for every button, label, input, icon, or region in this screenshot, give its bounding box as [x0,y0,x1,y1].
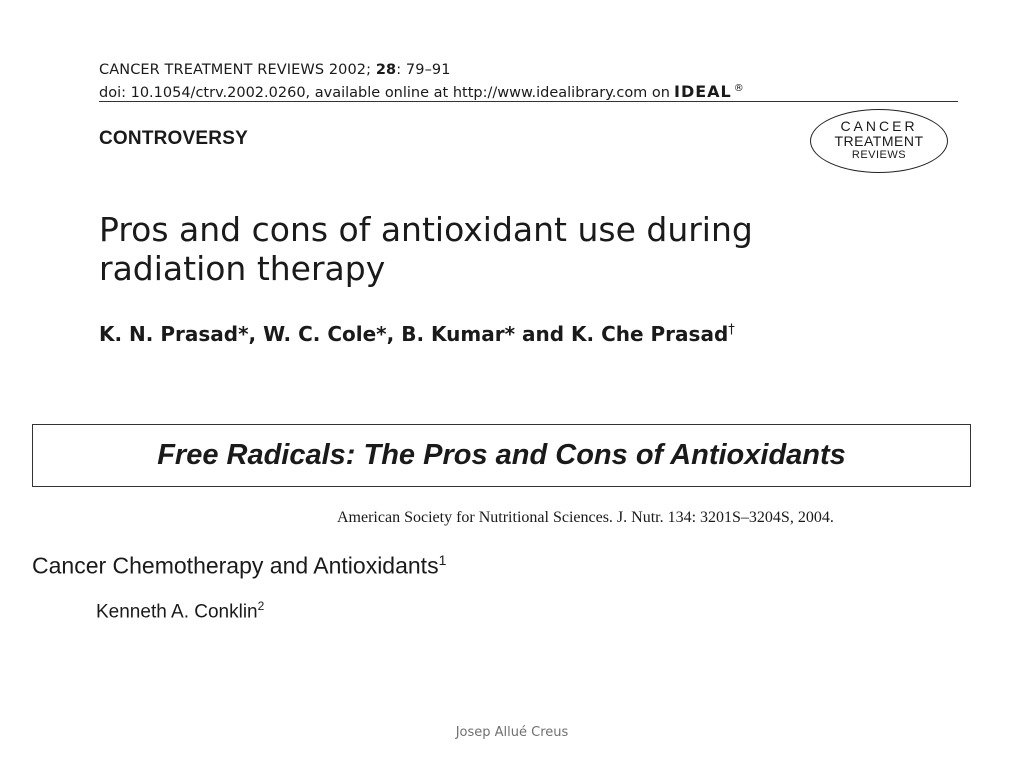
article1-title [99,210,753,288]
registered-mark: ® [733,82,745,94]
article2-author [96,599,264,623]
article1-author-list: K. N. Prasad*, W. C. Cole*, B. Kumar* and K. Che Prasad [99,322,729,346]
ideal-logo-text: IDEAL [673,82,732,101]
journal-volume: 28 [375,62,397,78]
footnote-mark-1: 1 [438,552,447,568]
doi-line [99,82,745,101]
journal-pages: : 79–91 [396,62,451,78]
journal-logo-line2: TREATMENT [834,133,924,149]
article2-author-name: Kenneth A. Conklin [96,601,258,623]
ideal-logo [674,82,745,101]
article1-title-line1: Pros and cons of antioxidant use during [99,210,753,249]
footnote-mark-2: 2 [257,599,265,613]
journal-logo [810,109,948,173]
section-label: CONTROVERSY [99,128,248,149]
journal-citation: American Society for Nutritional Sciences. J. Nutr. 134: 3201S–3204S, 2004. [337,509,834,526]
article2-title-text: Cancer Chemotherapy and Antioxidants [32,552,439,579]
article1-authors [99,322,735,346]
boxed-title-frame [32,424,971,487]
article2-title [32,552,446,580]
doi-text: doi: 10.1054/ctrv.2002.0260, available online at http://www.idealibrary.com on [99,85,670,101]
boxed-article-title: Free Radicals: The Pros and Cons of Antioxidants [157,439,846,471]
journal-logo-line1: CANCER [840,118,918,134]
article1-title-line2: radiation therapy [99,249,386,288]
journal-citation-line [99,62,451,78]
journal-name: CANCER TREATMENT REVIEWS 2002; [99,62,372,78]
dagger-mark: † [728,322,735,338]
journal-logo-line3: REVIEWS [851,149,907,161]
header-divider [99,101,958,102]
slide-footer: Josep Allué Creus [455,725,569,740]
